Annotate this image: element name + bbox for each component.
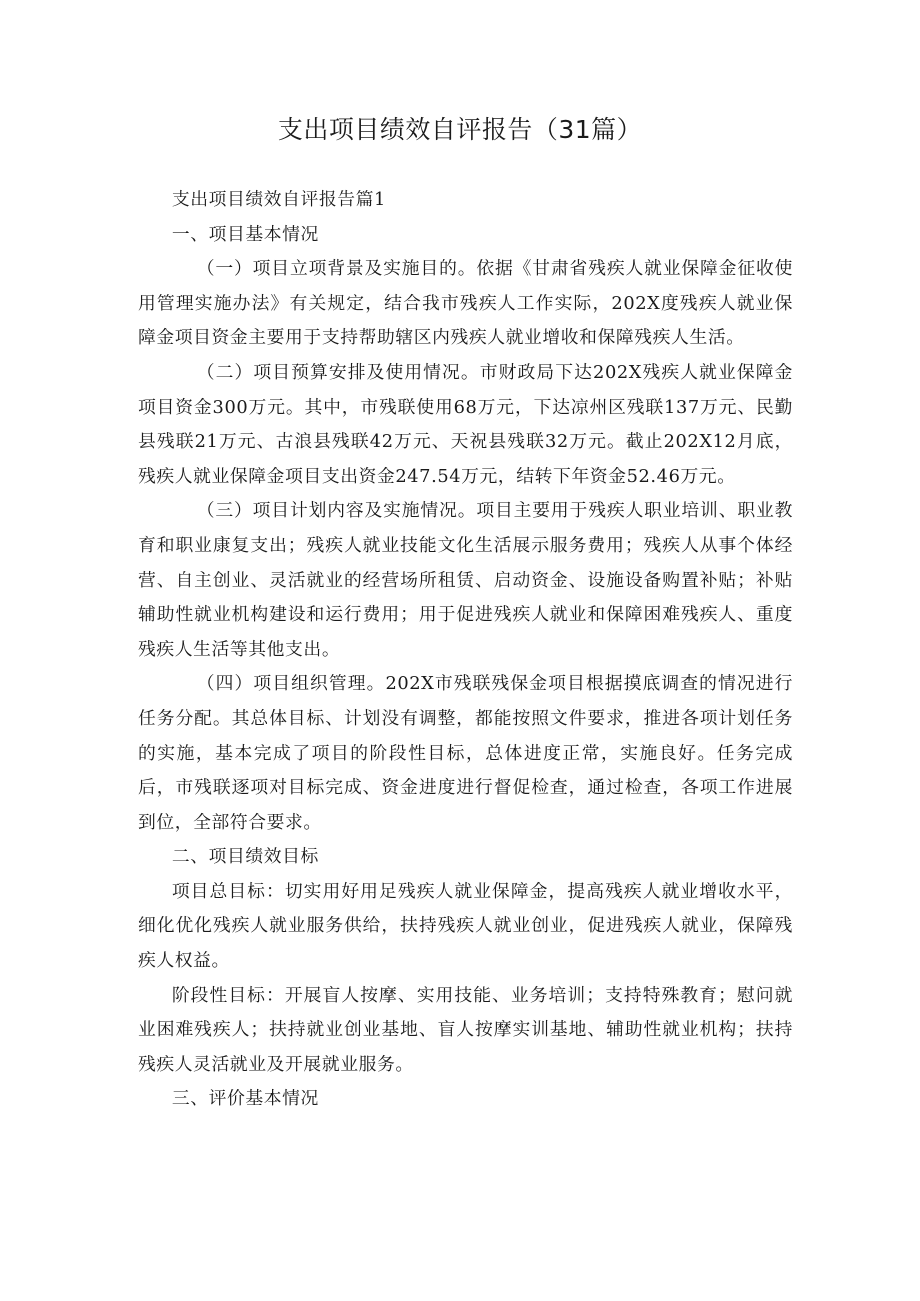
section-heading-2: 二、项目绩效目标 — [171, 846, 319, 868]
paragraph-management: （四）项目组织管理。202X市残联残保金项目根据摸底调查的情况进行任务分配。其总体目标、计划没有调整，都能按照文件要求，推进各项计划任务的实施，基本完成了项目的阶段性目标，总体进度正常，实施良好。任务完成后，市残联逐项对目标完成、资金进度进行督促检查，通过检查，各项工作进展到位，全部符合要求。 — [138, 673, 793, 833]
section-heading-3: 三、评价基本情况 — [171, 1088, 319, 1110]
paragraph-budget: （二）项目预算安排及使用情况。市财政局下达202X残疾人就业保障金项目资金300万元。其中，市残联使用68万元，下达凉州区残联137万元、民勤县残联21万元、古浪县残联42万元、天祝县残联32万元。截止202X12月底，残疾人就业保障金项目支出资金247.54万元，结转下年资金52.46万元。 — [138, 361, 793, 487]
document-body — [138, 183, 793, 1117]
paragraph-background: （一）项目立项背景及实施目的。依据《甘肃省残疾人就业保障金征收使用管理实施办法》有关规定，结合我市残疾人工作实际，202X度残疾人就业保障金项目资金主要用于支持帮助辖区内残疾人就业增收和保障残疾人生活。 — [138, 258, 793, 349]
document-title: 支出项目绩效自评报告（31篇） — [277, 115, 643, 144]
paragraph-stage-goal: 阶段性目标：开展盲人按摩、实用技能、业务培训；支持特殊教育；慰问就业困难残疾人；扶持就业创业基地、盲人按摩实训基地、辅助性就业机构；扶持残疾人灵活就业及开展就业服务。 — [138, 984, 793, 1075]
paragraph-overall-goal: 项目总目标：切实用好用足残疾人就业保障金，提高残疾人就业增收水平，细化优化残疾人就业服务供给，扶持残疾人就业创业，促进残疾人就业，保障残疾人权益。 — [138, 880, 793, 972]
section-heading-1: 一、项目基本情况 — [171, 223, 319, 245]
paragraph-plan: （三）项目计划内容及实施情况。项目主要用于残疾人职业培训、职业教育和职业康复支出；残疾人就业技能文化生活展示服务费用；残疾人从事个体经营、自主创业、灵活就业的经营场所租赁、启动资金、设施设备购置补贴；补贴辅助性就业机构建设和运行费用；用于促进残疾人就业和保障困难残疾人、重度残疾人生活等其他支出。 — [138, 500, 793, 660]
subtitle: 支出项目绩效自评报告篇1 — [171, 189, 386, 210]
